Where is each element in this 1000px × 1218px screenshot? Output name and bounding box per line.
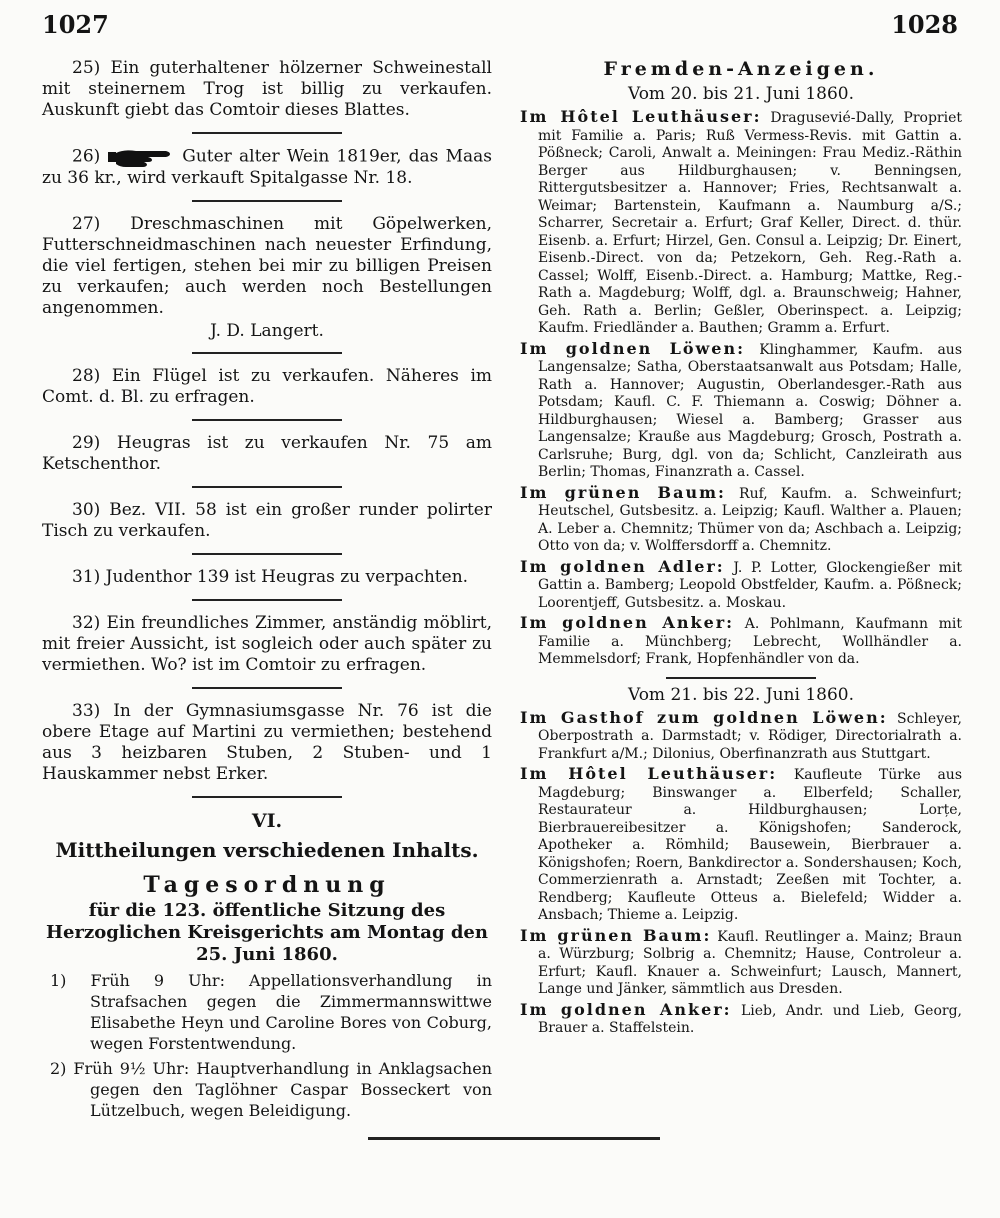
hotel-entry: [520, 765, 962, 925]
hotel-name: Im goldnen Löwen:: [520, 338, 745, 358]
date-range: Vom 21. bis 22. Juni 1860.: [627, 684, 855, 705]
agenda-title: Tagesordnung: [143, 872, 391, 898]
divider: [192, 796, 342, 798]
agenda-subtitle: für die 123. öffentliche Sitzung des Herzoglichen Kreisgerichts am Montag den 25. Juni 1860.: [46, 900, 488, 965]
agenda-item: 2) Früh 9½ Uhr: Hauptverhandlung in Anklagsachen gegen den Taglöhner Caspar Bosseckert von Lützelbuch, wegen Beleidigung.: [50, 1059, 492, 1120]
page-number-left: 1027: [42, 10, 109, 39]
ad-30: 30) Bez. VII. 58 ist ein großer runder polirter Tisch zu verkaufen.: [42, 500, 492, 541]
hotel-entry: [520, 108, 962, 338]
ad-27-signature: J. D. Langert.: [210, 321, 324, 341]
ad-26-text: Guter alter Wein 1819er, das Maas zu 36 kr., wird verkauft Spitalgasse Nr. 18.: [42, 146, 492, 188]
page-number-right: 1028: [891, 10, 958, 39]
divider: [192, 599, 342, 601]
hotel-name: Im grünen Baum:: [520, 925, 712, 945]
divider: [192, 132, 342, 134]
hotel-entry: [520, 340, 962, 482]
divider: [192, 419, 342, 421]
date-range: Vom 20. bis 21. Juni 1860.: [627, 84, 855, 104]
hotel-name: Im Hôtel Leuthäuser:: [520, 107, 762, 126]
hotel-entry: [520, 709, 962, 764]
section-number: VI.: [251, 810, 283, 832]
bottom-rule: [368, 1137, 660, 1140]
ad-31: 31) Judenthor 139 ist Heugras zu verpachten.: [72, 567, 469, 587]
section-title: Mittheilungen verschiedenen Inhalts.: [55, 838, 479, 862]
visitors-heading: Fremden-Anzeigen.: [603, 58, 879, 80]
guest-list: Kaufl. Reutlinger a. Mainz; Braun a. Würzburg; Solbrig a. Chemnitz; Hause, Controleur a. Erfurt; Kaufl. Knauer a. Schweinfurt; Lausch, Mannert, Lange und Jänker, sämmtlich aus Dresden.: [538, 928, 963, 997]
ad-26-number: 26): [72, 146, 101, 167]
divider: [192, 486, 342, 488]
hotel-name: Im goldnen Anker:: [520, 613, 735, 632]
ad-27: 27) Dreschmaschinen mit Göpelwerken, Futterschneidmaschinen nach neuester Erfindung, die viel fertigen, stehen bei mir zu billigen Preisen zu verkaufen; auch werden noch Bestellungen angenommen.: [42, 214, 492, 318]
ad-26: [42, 146, 492, 189]
hotel-name: Im goldnen Adler:: [520, 556, 725, 576]
guest-list: J. P. Lotter, Glockengießer mit Gattin a. Bamberg; Leopold Obstfelder, Kaufm. a. Pößneck; Loorentjeff, Gutsbesitz. a. Moskau.: [538, 559, 962, 611]
divider: [192, 352, 342, 354]
hotel-name: Im Hôtel Leuthäuser:: [520, 764, 778, 783]
agenda-item: 1) Früh 9 Uhr: Appellationsverhandlung in Strafsachen gegen die Zimmermannswittwe Elisabethe Heyn und Caroline Bores von Coburg, wegen Forstentwendung.: [50, 971, 492, 1053]
ad-25: 25) Ein guterhaltener hölzerner Schweinestall mit steinernem Trog ist billig zu verkaufen. Auskunft giebt das Comtoir dieses Blattes.: [42, 58, 492, 120]
hotel-entry: [520, 484, 962, 556]
divider: [192, 553, 342, 555]
guest-list: Ruf, Kaufm. a. Schweinfurt; Heutschel, Gutsbesitz. a. Leipzig; Kaufl. Walther a. Plauen; A. Leber a. Chemnitz; Thümer von da; Aschbach a. Leipzig; Otto von da; v. Wolffersdorff a. Chemnitz.: [538, 485, 963, 554]
divider: [666, 677, 816, 679]
hotel-name: Im Gasthof zum goldnen Löwen:: [520, 707, 888, 727]
hotel-name: Im grünen Baum:: [520, 482, 726, 502]
left-column: [42, 58, 492, 1125]
divider: [192, 687, 342, 689]
ad-32: 32) Ein freundliches Zimmer, anständig möblirt, mit freier Aussicht, ist sogleich oder auch später zu vermiethen. Wo? ist im Comtoir zu erfragen.: [42, 613, 492, 675]
hotel-entry: [520, 614, 962, 669]
hotel-entry: [520, 1001, 962, 1038]
guest-list: Lieb, Andr. und Lieb, Georg, Brauer a. Staffelstein.: [538, 1002, 963, 1036]
hotel-name: Im goldnen Anker:: [520, 999, 732, 1019]
pointing-hand-icon: [106, 146, 172, 168]
hotel-entry: [520, 927, 962, 999]
ad-33: 33) In der Gymnasiumsgasse Nr. 76 ist die obere Etage auf Martini zu vermiethen; bestehend aus 3 heizbaren Stuben, 2 Stuben- und 1 Hauskammer nebst Erker.: [42, 701, 492, 784]
right-column: [520, 58, 962, 1040]
ad-29: 29) Heugras ist zu verkaufen Nr. 75 am Ketschenthor.: [42, 433, 492, 474]
guest-list: A. Pohlmann, Kaufmann mit Familie a. Münchberg; Lebrecht, Wollhändler a. Memmelsdorf; Frank, Hopfenhändler von da.: [538, 616, 962, 667]
ad-28: 28) Ein Flügel ist zu verkaufen. Näheres im Comt. d. Bl. zu erfragen.: [42, 366, 492, 407]
guest-list: Schleyer, Oberpostrath a. Darmstadt; v. Rödiger, Directorialrath a. Frankfurt a/M.; Dilonius, Oberfinanzrath aus Stuttgart.: [538, 710, 962, 762]
guest-list: Kaufleute Türke aus Magdeburg; Binswanger a. Elberfeld; Schaller, Restaurateur a. Hildburghausen; Lorțe, Bierbrauereibesitzer a. Königshofen; Sanderock, Apotheker a. Römhild; Bausewein, Bierbrauer a. Königshofen; Roern, Bankdirector a. Sondershausen; Koch, Commerzienrath a. Arnstadt; Zeeßen mit Tochter, a. Rendberg; Kaufleute Otteus a. Bielefeld; Widder a. Ansbach; Thieme a. Leipzig.: [538, 767, 962, 923]
divider: [192, 200, 342, 202]
guest-list: Klinghammer, Kaufm. aus Langensalze; Satha, Oberstaatsanwalt aus Potsdam; Halle, Rath a. Hannover; Augustin, Oberlandesger.-Rath aus Potsdam; Kaufl. C. F. Thiemann a. Coswig; Döhner a. Hildburghausen; Wiesel a. Bamberg; Grasser aus Langensalze; Krauße aus Magdeburg; Grosch, Postrath a. Carlsruhe; Burg, dgl. von da; Schlicht, Canzleirath aus Berlin; Thomas, Finanzrath a. Cassel.: [538, 341, 963, 480]
hotel-entry: [520, 558, 962, 613]
guest-list: Dragusevié-Dally, Propriet mit Familie a. Paris; Ruß Vermess-Revis. mit Gattin a. Pößneck; Caroli, Anwalt a. Meiningen: Frau Mediz.-Räthin Berger aus Hildburghausen; v. Benningsen, Rittergutsbesitzer a. Hannover; Fries, Rechtsanwalt a. Weimar; Bartenstein, Kaufmann a. Naumburg a/S.; Scharrer, Secretair a. Erfurt; Graf Keller, Direct. d. thür. Eisenb. a. Erfurt; Hirzel, Gen. Consul a. Leipzig; Dr. Einert, Eisenb.-Direct. von da; Petzekorn, Geh. Reg.-Rath a. Cassel; Wolff, Eisenb.-Direct. a. Hamburg; Mattke, Reg.-Rath a. Magdeburg; Wolff, dgl. a. Braunschweig; Hahner, Geh. Rath a. Berlin; Geßler, Oberinspect. a. Leipzig; Kaufm. Friedländer a. Bauthen; Gramm a. Erfurt.: [538, 110, 962, 336]
